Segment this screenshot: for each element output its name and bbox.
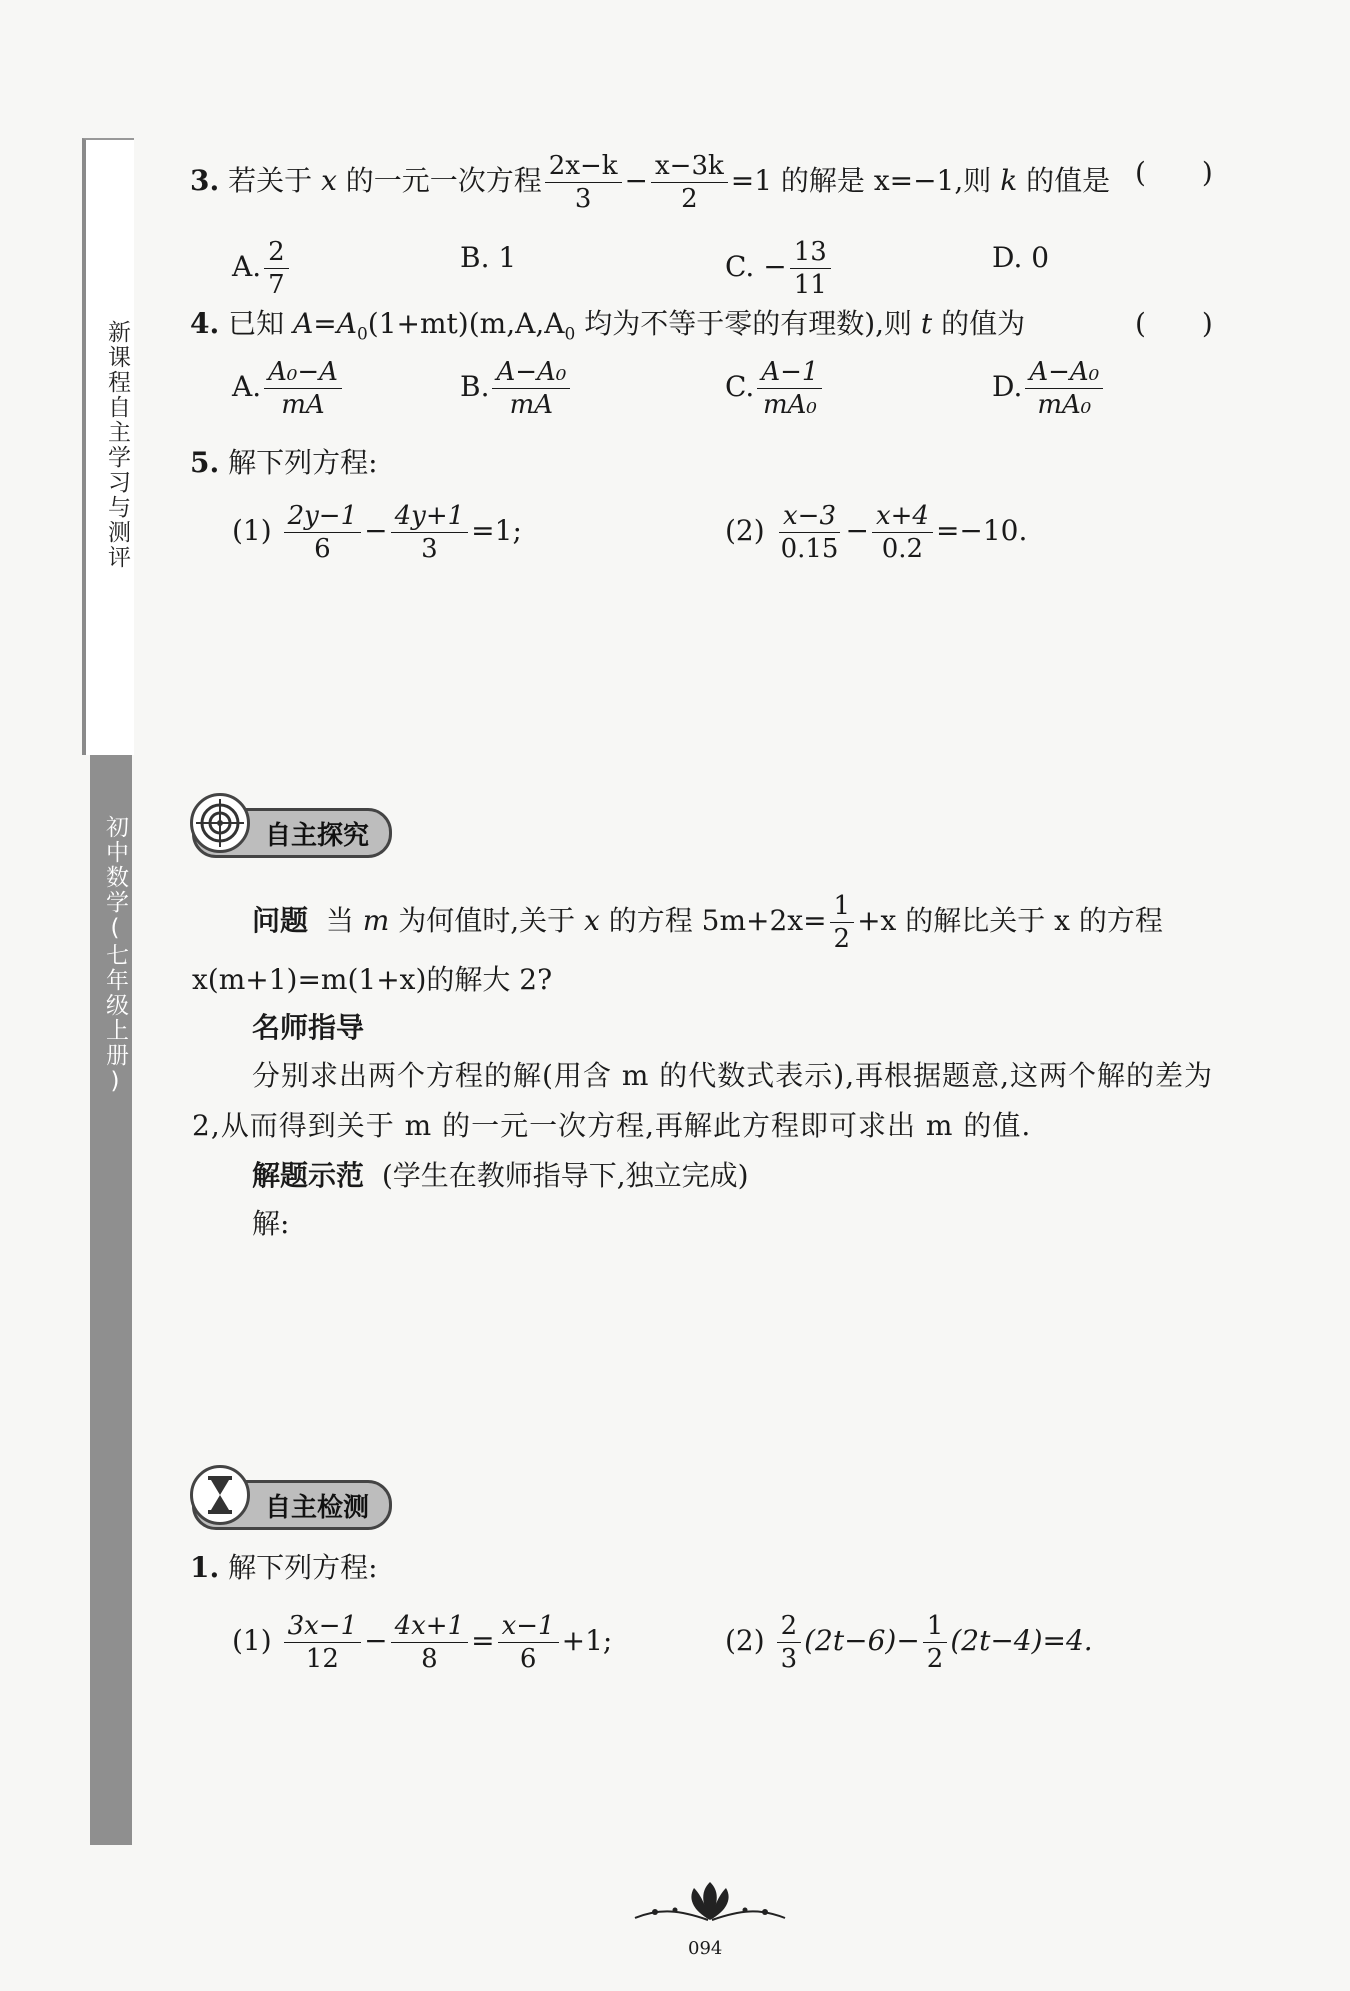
var-x: x [321, 164, 337, 197]
text: =−10. [935, 514, 1028, 547]
question-label: 问题 [252, 904, 309, 937]
check-part-2 [725, 1610, 1093, 1675]
text: (2t−4)=4. [950, 1624, 1093, 1657]
denominator: 7 [268, 270, 285, 300]
formula: (1+mt)(m,A,A [367, 307, 565, 340]
option-d [992, 356, 1106, 421]
text: 当 [325, 904, 354, 937]
var-m: m [362, 904, 390, 937]
target-icon [190, 793, 250, 853]
question-number: 1. [190, 1551, 220, 1584]
option-label: C. [725, 370, 755, 403]
text: 均为不等于零的有理数),则 [584, 307, 913, 340]
denominator: 3 [780, 1644, 798, 1674]
numerator: 2y−1 [284, 500, 362, 533]
question-number: 4. [190, 307, 220, 340]
option-c [725, 356, 825, 421]
q5-part-2 [725, 500, 1027, 565]
text: 的方程 5m+2x= [608, 904, 827, 937]
hourglass-icon [190, 1465, 250, 1525]
numerator: 4y+1 [391, 500, 469, 533]
check-question-1 [190, 1550, 378, 1586]
var-x: x [584, 904, 600, 937]
check-part-1 [232, 1610, 612, 1675]
option-label: B. [460, 370, 490, 403]
option-b [460, 356, 573, 421]
subscript: 0 [564, 324, 576, 345]
demo-heading [252, 1158, 749, 1194]
minus: − [364, 514, 388, 547]
text: 的值为 [941, 307, 1026, 340]
numerator: x+4 [872, 500, 933, 533]
minus: − [364, 1624, 388, 1657]
fraction [651, 150, 728, 215]
question-3 [190, 150, 1110, 215]
side-strip-top [82, 138, 134, 755]
answer-paren: ( ) [1135, 307, 1213, 340]
numerator: 1 [830, 890, 855, 923]
demo-note: (学生在教师指导下,独立完成) [381, 1159, 749, 1192]
option-b: B. 1 [460, 241, 517, 274]
denominator: 2 [833, 924, 851, 954]
var-t: t [920, 307, 933, 340]
denominator: 3 [574, 184, 592, 214]
numerator: 2 [264, 236, 289, 269]
question-4 [190, 306, 1025, 353]
denominator: mA₀ [762, 390, 817, 420]
numerator: 2x−k [545, 150, 622, 183]
text: 解下列方程: [228, 446, 378, 479]
text: 解下列方程: [228, 1551, 378, 1584]
formula: A=A [293, 307, 357, 340]
text: +x 的解比关于 x 的方程 [857, 904, 1163, 937]
numerator: 13 [790, 236, 831, 269]
option-a [232, 236, 292, 301]
denominator: mA [281, 390, 325, 420]
numerator: x−1 [498, 1610, 559, 1643]
explore-question-line2: x(m+1)=m(1+x)的解大 2? [192, 963, 553, 996]
numerator: 4x+1 [391, 1610, 469, 1643]
text: ,则 [954, 164, 992, 197]
text: =1 的解是 [730, 164, 865, 197]
demo-title: 解题示范 [252, 1159, 365, 1192]
numerator: 1 [923, 1610, 948, 1643]
denominator: 8 [421, 1644, 438, 1674]
numerator: A−A₀ [492, 356, 570, 389]
numerator: 2 [777, 1610, 802, 1643]
text: 的一元一次方程 [345, 164, 542, 197]
side-label-bottom: 初中数学(七年级上册) [102, 815, 128, 1096]
numerator: x−3k [651, 150, 728, 183]
solution: x=−1 [873, 164, 955, 197]
option-a [232, 356, 345, 421]
option-label: A. [232, 370, 262, 403]
side-strip-bottom [90, 755, 132, 1845]
denominator: 6 [519, 1644, 537, 1674]
answer-paren: ( ) [1135, 156, 1213, 189]
part-label: (1) [232, 514, 272, 547]
denominator: 0.2 [881, 534, 924, 564]
badge-label: 自主探究 [192, 808, 392, 858]
numerator: A₀−A [264, 356, 342, 389]
question-number: 5. [190, 446, 220, 479]
denominator: 12 [305, 1644, 339, 1674]
explore-question [252, 890, 1163, 955]
option-label: A. [232, 250, 262, 283]
guide-line-1: 分别求出两个方程的解(用含 m 的代数式表示),再根据题意,这两个解的差为 [252, 1059, 1214, 1092]
badge-label: 自主检测 [192, 1480, 392, 1530]
option-label: D. [992, 370, 1023, 403]
option-label: C. [725, 250, 755, 283]
part-label: (1) [232, 1624, 272, 1657]
text: +1; [561, 1624, 613, 1657]
denominator: mA₀ [1037, 390, 1092, 420]
denominator: 2 [681, 184, 698, 214]
denominator: 0.15 [780, 534, 839, 564]
part-label: (2) [725, 1624, 765, 1657]
text: (2t−6)− [804, 1624, 920, 1657]
footer-ornament [630, 1880, 790, 1930]
text: 若关于 [228, 164, 313, 197]
page-number: 094 [688, 1938, 723, 1959]
question-number: 3. [190, 164, 220, 197]
guide-title: 名师指导 [252, 1011, 365, 1044]
text: 为何值时,关于 [398, 904, 576, 937]
solve-label: 解: [252, 1207, 290, 1240]
denominator: 2 [926, 1644, 944, 1674]
option-d: D. 0 [992, 241, 1050, 274]
minus: − [845, 514, 869, 547]
part-label: (2) [725, 514, 765, 547]
numerator: A−A₀ [1025, 356, 1103, 389]
option-c [725, 236, 834, 301]
subscript: 0 [356, 324, 368, 345]
q5-part-1 [232, 500, 522, 565]
denominator: mA [509, 390, 554, 420]
text: 的值是 [1026, 164, 1111, 197]
denominator: 3 [421, 534, 438, 564]
denominator: 11 [793, 270, 827, 300]
numerator: A−1 [757, 356, 822, 389]
minus: − [624, 164, 648, 197]
fraction [545, 150, 622, 215]
question-5 [190, 445, 378, 481]
numerator: x−3 [779, 500, 840, 533]
numerator: 3x−1 [284, 1610, 362, 1643]
side-label-top: 新课程自主学习与测评 [104, 320, 130, 570]
sign: − [763, 250, 787, 283]
guide-line-2: 2,从而得到关于 m 的一元一次方程,再解此方程即可求出 m 的值. [192, 1109, 1032, 1142]
text: 已知 [228, 307, 285, 340]
equals: = [471, 1624, 495, 1657]
var-k: k [1000, 164, 1018, 197]
text: =1; [471, 514, 522, 547]
denominator: 6 [314, 534, 331, 564]
